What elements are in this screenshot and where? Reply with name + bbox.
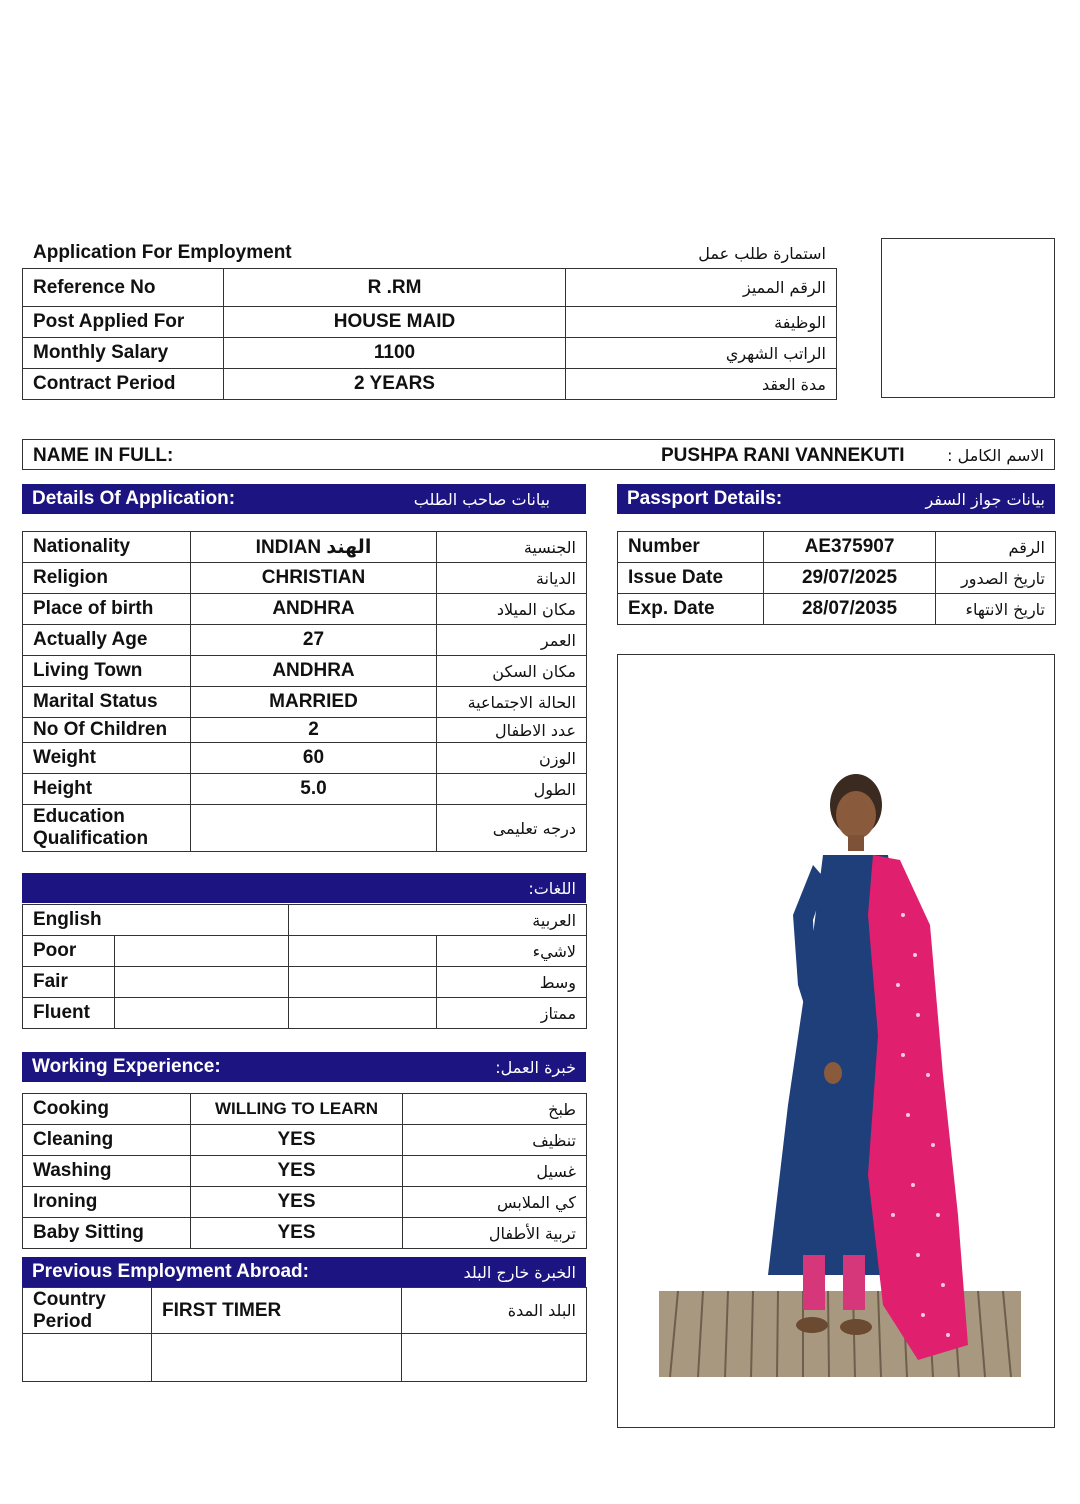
abroad-heading-bar	[22, 1257, 586, 1287]
table-row	[23, 532, 587, 563]
passport-number-label-arabic: الرقم	[936, 532, 1056, 563]
empty-cell	[152, 1334, 402, 1382]
pink-dupatta	[868, 855, 968, 1360]
children-value: 2	[191, 718, 437, 743]
abroad-table	[22, 1287, 587, 1382]
washing-label: Washing	[23, 1156, 191, 1187]
education-label	[23, 805, 191, 852]
full-body-photo-box	[617, 654, 1055, 1428]
weight-label: Weight	[23, 743, 191, 774]
education-label-arabic: درجه تعليمى	[437, 805, 587, 852]
education-label-line2: Qualification	[33, 828, 149, 849]
age-label: Actually Age	[23, 625, 191, 656]
baby-sitting-label-arabic: تربية الأطفال	[403, 1218, 587, 1249]
religion-label-arabic: الديانة	[437, 563, 587, 594]
cooking-value: WILLING TO LEARN	[191, 1094, 403, 1125]
language-level-poor-arabic: لاشيء	[437, 936, 587, 967]
post-label: Post Applied For	[23, 307, 224, 338]
country-label: Country	[33, 1288, 106, 1310]
table-row	[23, 1156, 587, 1187]
details-heading-bar	[22, 484, 586, 514]
living-town-label-arabic: مكان السكن	[437, 656, 587, 687]
languages-heading-arabic: اللغات:	[528, 878, 576, 898]
languages-heading-bar	[22, 873, 586, 903]
height-label-arabic: الطول	[437, 774, 587, 805]
passport-heading: Passport Details:	[627, 488, 783, 509]
cooking-label-arabic: طبخ	[403, 1094, 587, 1125]
country-period-label-arabic: البلد المدة	[402, 1288, 587, 1334]
marital-label-arabic: الحالة الاجتماعية	[437, 687, 587, 718]
table-row	[618, 594, 1056, 625]
issue-date-value: 29/07/2025	[764, 563, 936, 594]
experience-heading-arabic: خبرة العمل:	[495, 1057, 576, 1077]
nationality-label-arabic: الجنسية	[437, 532, 587, 563]
form-title: Application For Employment	[33, 242, 292, 263]
table-row	[23, 905, 587, 936]
religion-label: Religion	[23, 563, 191, 594]
table-row	[23, 594, 587, 625]
passport-table	[617, 531, 1056, 625]
living-town-label: Living Town	[23, 656, 191, 687]
abroad-heading: Previous Employment Abroad:	[32, 1261, 309, 1282]
english-poor-cell	[115, 936, 289, 967]
table-row	[23, 307, 837, 338]
passport-heading-bar	[617, 484, 1055, 514]
english-fluent-cell	[115, 998, 289, 1029]
reference-value: R .RM	[224, 269, 566, 307]
language-level-fluent-arabic: ممتاز	[437, 998, 587, 1029]
education-value	[191, 805, 437, 852]
contract-value: 2 YEARS	[224, 369, 566, 400]
post-value: HOUSE MAID	[224, 307, 566, 338]
ironing-label-arabic: كي الملابس	[403, 1187, 587, 1218]
table-row	[23, 338, 837, 369]
arabic-fair-cell	[289, 967, 437, 998]
passport-heading-arabic: بيانات جواز السفر	[925, 489, 1045, 509]
applicant-photo	[618, 655, 1054, 1427]
contract-label: Contract Period	[23, 369, 224, 400]
weight-value: 60	[191, 743, 437, 774]
experience-heading-bar	[22, 1052, 586, 1082]
language-level-fluent: Fluent	[23, 998, 115, 1029]
salary-label: Monthly Salary	[23, 338, 224, 369]
height-label: Height	[23, 774, 191, 805]
table-row	[23, 1334, 587, 1382]
weight-label-arabic: الوزن	[437, 743, 587, 774]
ironing-value: YES	[191, 1187, 403, 1218]
details-heading: Details Of Application:	[32, 488, 236, 509]
baby-sitting-value: YES	[191, 1218, 403, 1249]
education-label-line1: Education	[33, 806, 125, 827]
cleaning-label-arabic: تنظيف	[403, 1125, 587, 1156]
birthplace-label: Place of birth	[23, 594, 191, 625]
experience-heading: Working Experience:	[32, 1056, 221, 1077]
living-town-value: ANDHRA	[191, 656, 437, 687]
age-value: 27	[191, 625, 437, 656]
height-value: 5.0	[191, 774, 437, 805]
table-row	[23, 1094, 587, 1125]
abroad-value: FIRST TIMER	[152, 1288, 402, 1334]
contract-label-arabic: مدة العقد	[566, 369, 837, 400]
table-row	[23, 1125, 587, 1156]
passport-number-label: Number	[618, 532, 764, 563]
nationality-label: Nationality	[23, 532, 191, 563]
issue-date-label-arabic: تاريخ الصدور	[936, 563, 1056, 594]
post-label-arabic: الوظيفة	[566, 307, 837, 338]
table-row	[23, 998, 587, 1029]
language-level-fair: Fair	[23, 967, 115, 998]
baby-sitting-label: Baby Sitting	[23, 1218, 191, 1249]
issue-date-label: Issue Date	[618, 563, 764, 594]
arabic-label: العربية	[289, 905, 587, 936]
arabic-poor-cell	[289, 936, 437, 967]
empty-cell	[402, 1334, 587, 1382]
table-row	[618, 532, 1056, 563]
table-row	[23, 1288, 587, 1334]
english-fair-cell	[115, 967, 289, 998]
table-row	[23, 967, 587, 998]
exp-date-value: 28/07/2035	[764, 594, 936, 625]
table-row	[23, 656, 587, 687]
details-table	[22, 531, 587, 852]
washing-label-arabic: غسيل	[403, 1156, 587, 1187]
reference-label: Reference No	[23, 269, 224, 307]
table-row	[23, 625, 587, 656]
reference-label-arabic: الرقم المميز	[566, 269, 837, 307]
marital-label: Marital Status	[23, 687, 191, 718]
birthplace-label-arabic: مكان الميلاد	[437, 594, 587, 625]
marital-value: MARRIED	[191, 687, 437, 718]
ironing-label: Ironing	[23, 1187, 191, 1218]
table-row	[618, 563, 1056, 594]
experience-table	[22, 1093, 587, 1249]
exp-date-label-arabic: تاريخ الانتهاء	[936, 594, 1056, 625]
full-name-row	[22, 439, 1055, 470]
full-name-label: NAME IN FULL:	[33, 445, 174, 466]
birthplace-value: ANDHRA	[191, 594, 437, 625]
languages-table	[22, 904, 587, 1029]
country-period-label	[23, 1288, 152, 1334]
abroad-heading-arabic: الخبرة خارج البلد	[463, 1262, 576, 1282]
table-row	[23, 687, 587, 718]
language-level-fair-arabic: وسط	[437, 967, 587, 998]
top-info-table	[22, 268, 837, 400]
full-name-value: PUSHPA RANI VANNEKUTI	[661, 445, 905, 466]
age-label-arabic: العمر	[437, 625, 587, 656]
table-row	[23, 718, 587, 743]
cleaning-label: Cleaning	[23, 1125, 191, 1156]
cleaning-value: YES	[191, 1125, 403, 1156]
table-row	[23, 743, 587, 774]
washing-value: YES	[191, 1156, 403, 1187]
table-row	[23, 936, 587, 967]
form-title-arabic: استمارة طلب عمل	[698, 244, 826, 263]
nationality-value: INDIAN الهند	[191, 532, 437, 563]
salary-label-arabic: الراتب الشهري	[566, 338, 837, 369]
exp-date-label: Exp. Date	[618, 594, 764, 625]
salary-value: 1100	[224, 338, 566, 369]
table-row	[23, 1187, 587, 1218]
children-label: No Of Children	[23, 718, 191, 743]
table-row	[23, 805, 587, 852]
period-label: Period	[33, 1310, 93, 1332]
table-row	[23, 774, 587, 805]
religion-value: CHRISTIAN	[191, 563, 437, 594]
table-row	[23, 1218, 587, 1249]
photo-placeholder-box	[881, 238, 1055, 398]
table-row	[23, 269, 837, 307]
table-row	[23, 369, 837, 400]
arabic-fluent-cell	[289, 998, 437, 1029]
details-heading-arabic: بيانات صاحب الطلب	[413, 489, 550, 509]
passport-number-value: AE375907	[764, 532, 936, 563]
children-label-arabic: عدد الاطفال	[437, 718, 587, 743]
table-row	[23, 563, 587, 594]
empty-cell	[23, 1334, 152, 1382]
full-name-label-arabic: الاسم الكامل :	[947, 446, 1044, 465]
cooking-label: Cooking	[23, 1094, 191, 1125]
english-label: English	[23, 905, 289, 936]
language-level-poor: Poor	[23, 936, 115, 967]
